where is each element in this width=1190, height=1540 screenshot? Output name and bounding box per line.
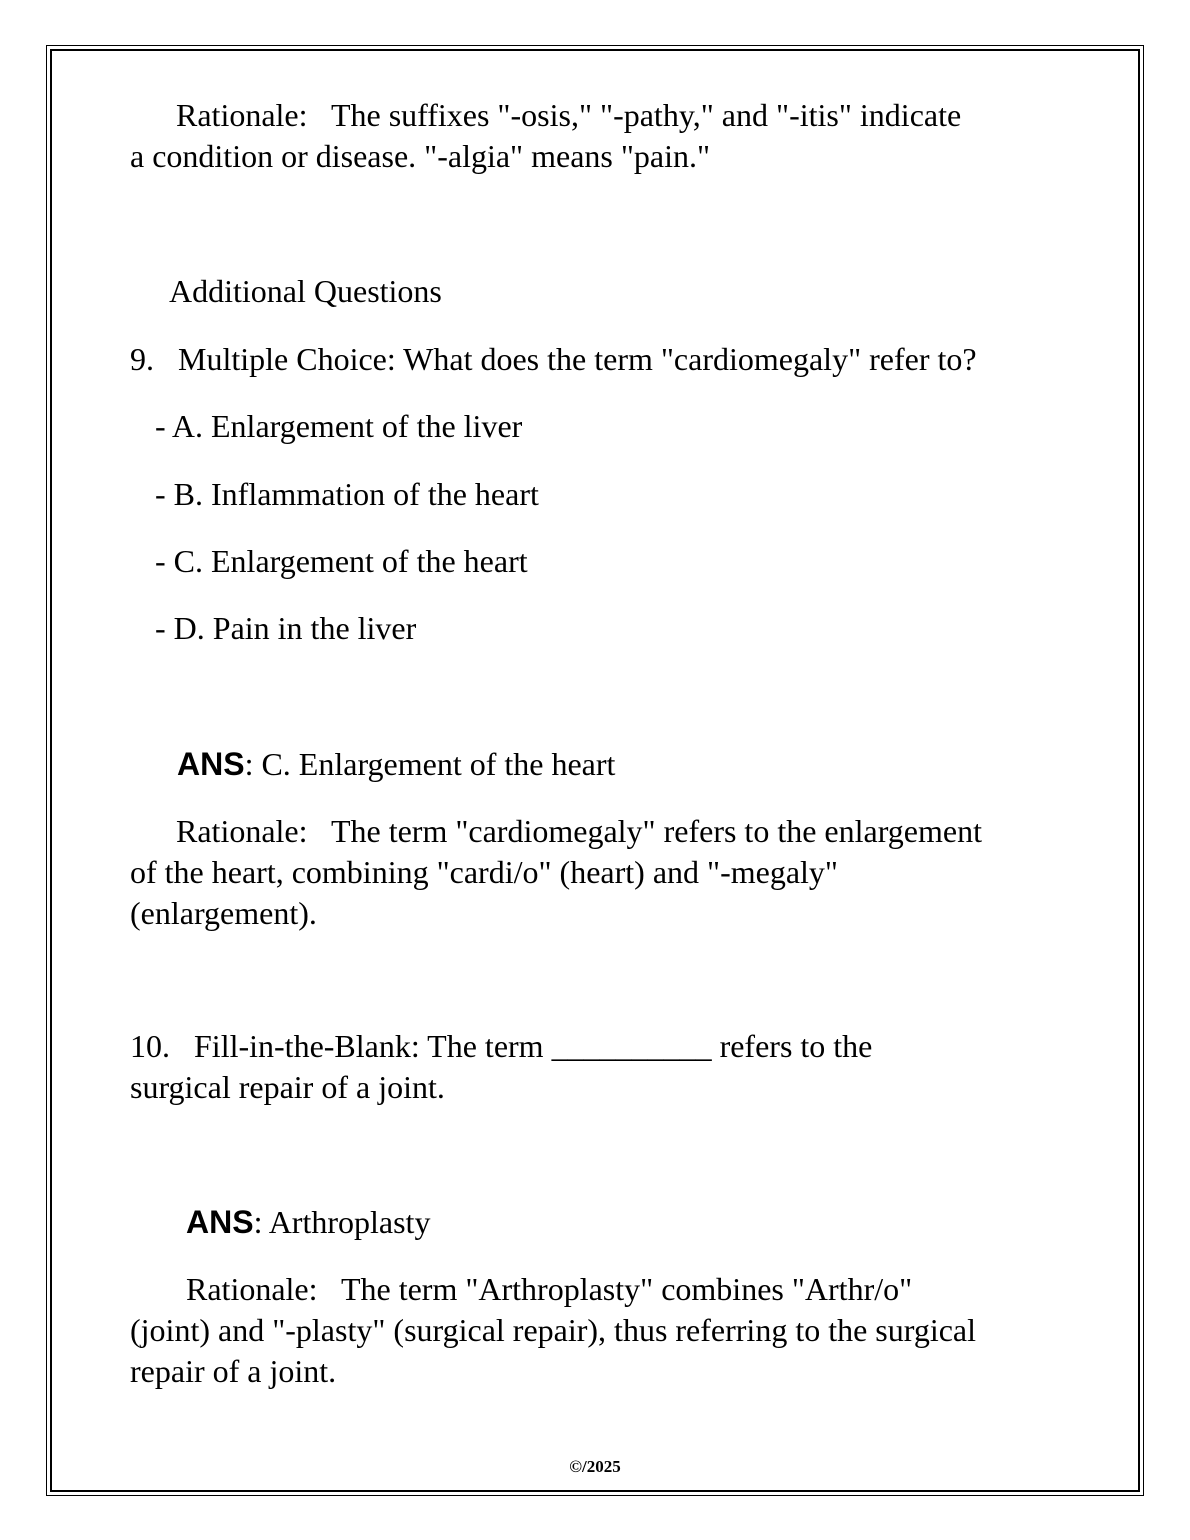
question-10-line-1: 10. Fill-in-the-Blank: The term __________ refers to the <box>130 1028 873 1064</box>
footer-copyright: ©/2025 <box>569 1457 621 1476</box>
q9-answer-text: : C. Enlargement of the heart <box>244 746 616 782</box>
section-heading: Additional Questions <box>169 273 442 309</box>
q9-answer <box>177 744 615 785</box>
question-9: 9. Multiple Choice: What does the term "cardiomegaly" refer to? <box>130 341 977 377</box>
q9-option-b: - B. Inflammation of the heart <box>155 476 539 512</box>
q10-answer-label: ANS <box>186 1204 254 1240</box>
q10-answer <box>186 1202 430 1243</box>
q9-rationale-line-1 <box>176 811 982 852</box>
q10-rationale-line-2: (joint) and "-plasty" (surgical repair), thus referring to the surgical <box>130 1312 977 1348</box>
prev-rationale-text-1: The suffixes "-osis," "-pathy," and "-itis" indicate <box>330 97 962 133</box>
q9-option-c: - C. Enlargement of the heart <box>155 543 528 579</box>
q9-option-a: - A. Enlargement of the liver <box>155 408 523 444</box>
q10-rationale-label: Rationale: <box>186 1271 318 1307</box>
q9-rationale-text-1: The term "cardiomegaly" refers to the enlargement <box>330 813 982 849</box>
q9-rationale-label: Rationale: <box>176 813 308 849</box>
prev-rationale-line-2: a condition or disease. "-algia" means "pain." <box>130 138 711 174</box>
prev-rationale-label: Rationale: <box>176 97 308 133</box>
question-10-line-2: surgical repair of a joint. <box>130 1069 445 1105</box>
q10-rationale-text-1: The term "Arthroplasty" combines "Arthr/o" <box>340 1271 913 1307</box>
prev-rationale-line-1 <box>176 95 961 136</box>
q10-rationale-line-3: repair of a joint. <box>130 1353 337 1389</box>
q9-rationale-line-2: of the heart, combining "cardi/o" (heart) and "-megaly" <box>130 854 838 890</box>
q10-rationale-line-1 <box>186 1269 912 1310</box>
q9-answer-label: ANS <box>177 746 245 782</box>
q9-rationale-line-3: (enlargement). <box>130 895 317 931</box>
q9-option-d: - D. Pain in the liver <box>155 610 417 646</box>
q10-answer-text: : Arthroplasty <box>253 1204 431 1240</box>
